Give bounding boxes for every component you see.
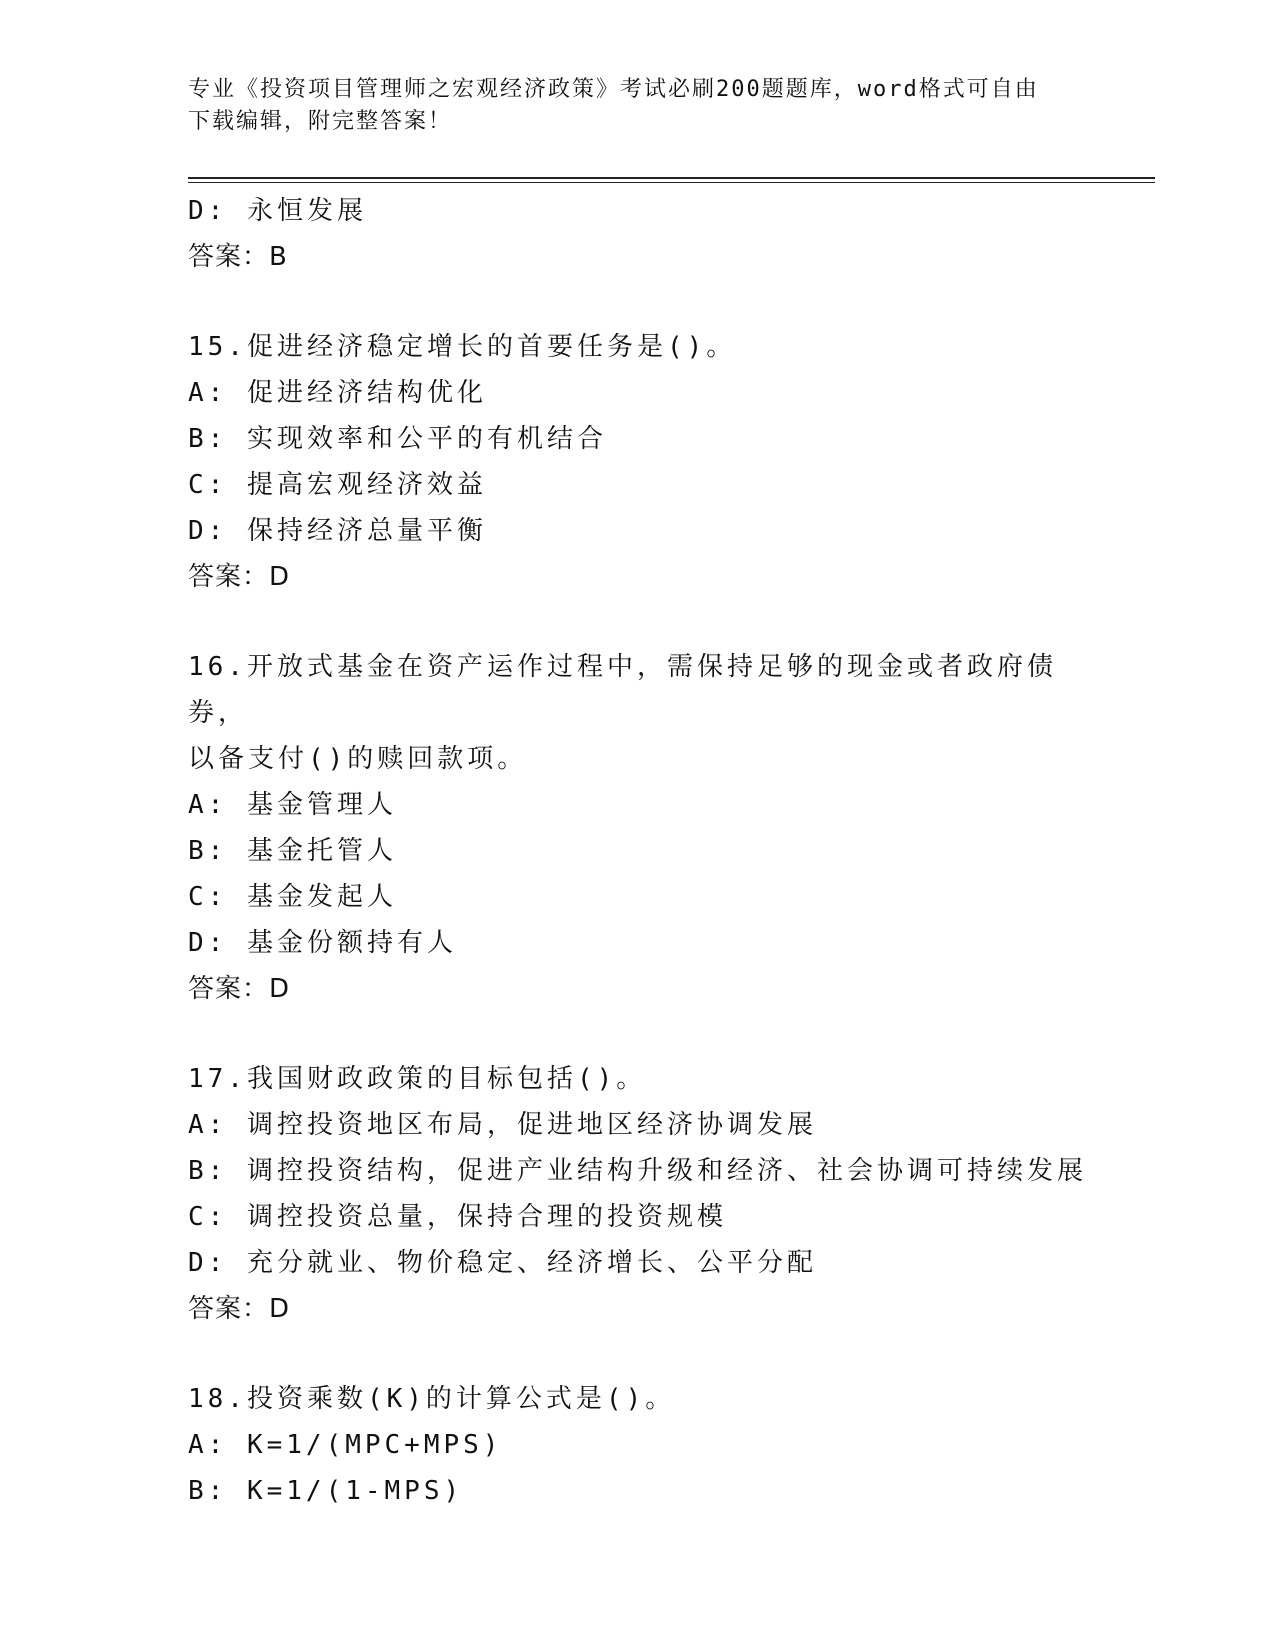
question-stem: 18.投资乘数(K)的计算公式是()。 [188,1384,676,1414]
document-header [188,74,1068,138]
previous-question-tail [188,188,1108,280]
option-b: B: 实现效率和公平的有机结合 [188,424,607,454]
question-17 [188,1056,1108,1332]
option-d: D: 基金份额持有人 [188,928,457,958]
answer-line: 答案：D [188,974,291,1004]
question-list [188,188,1108,1514]
question-15 [188,324,1108,600]
option-b: B: 调控投资结构，促进产业结构升级和经济、社会协调可持续发展 [188,1156,1087,1186]
option-b: B: K=1/(1-MPS) [188,1476,464,1506]
spacer [188,600,1108,644]
header-line-1: 专业《投资项目管理师之宏观经济政策》考试必刷200题题库，word格式可自由 [188,77,1039,102]
answer-line: 答案：B [188,242,288,272]
question-stem-line-1: 16.开放式基金在资产运作过程中，需保持足够的现金或者政府债券， [188,652,1057,728]
spacer [188,1332,1108,1376]
option-c: C: 提高宏观经济效益 [188,470,487,500]
option-c: C: 调控投资总量，保持合理的投资规模 [188,1202,727,1232]
question-18 [188,1376,1108,1514]
header-divider-thick [188,177,1155,179]
option-a: A: 促进经济结构优化 [188,378,487,408]
answer-line: 答案：D [188,562,291,592]
option-d: D: 充分就业、物价稳定、经济增长、公平分配 [188,1248,817,1278]
spacer [188,1012,1108,1056]
question-16 [188,644,1108,1012]
question-stem: 17.我国财政政策的目标包括()。 [188,1064,647,1094]
option-a: A: 调控投资地区布局，促进地区经济协调发展 [188,1110,817,1140]
header-divider-thin [188,182,1155,183]
option-a: A: K=1/(MPC+MPS) [188,1430,503,1460]
option-d: D: 永恒发展 [188,196,367,226]
option-c: C: 基金发起人 [188,882,397,912]
answer-line: 答案：D [188,1294,291,1324]
option-a: A: 基金管理人 [188,790,397,820]
option-d: D: 保持经济总量平衡 [188,516,487,546]
option-b: B: 基金托管人 [188,836,397,866]
spacer [188,280,1108,324]
question-stem-line-2: 以备支付()的赎回款项。 [188,744,528,774]
header-line-2: 下载编辑，附完整答案！ [188,109,453,134]
question-stem: 15.促进经济稳定增长的首要任务是()。 [188,332,737,362]
